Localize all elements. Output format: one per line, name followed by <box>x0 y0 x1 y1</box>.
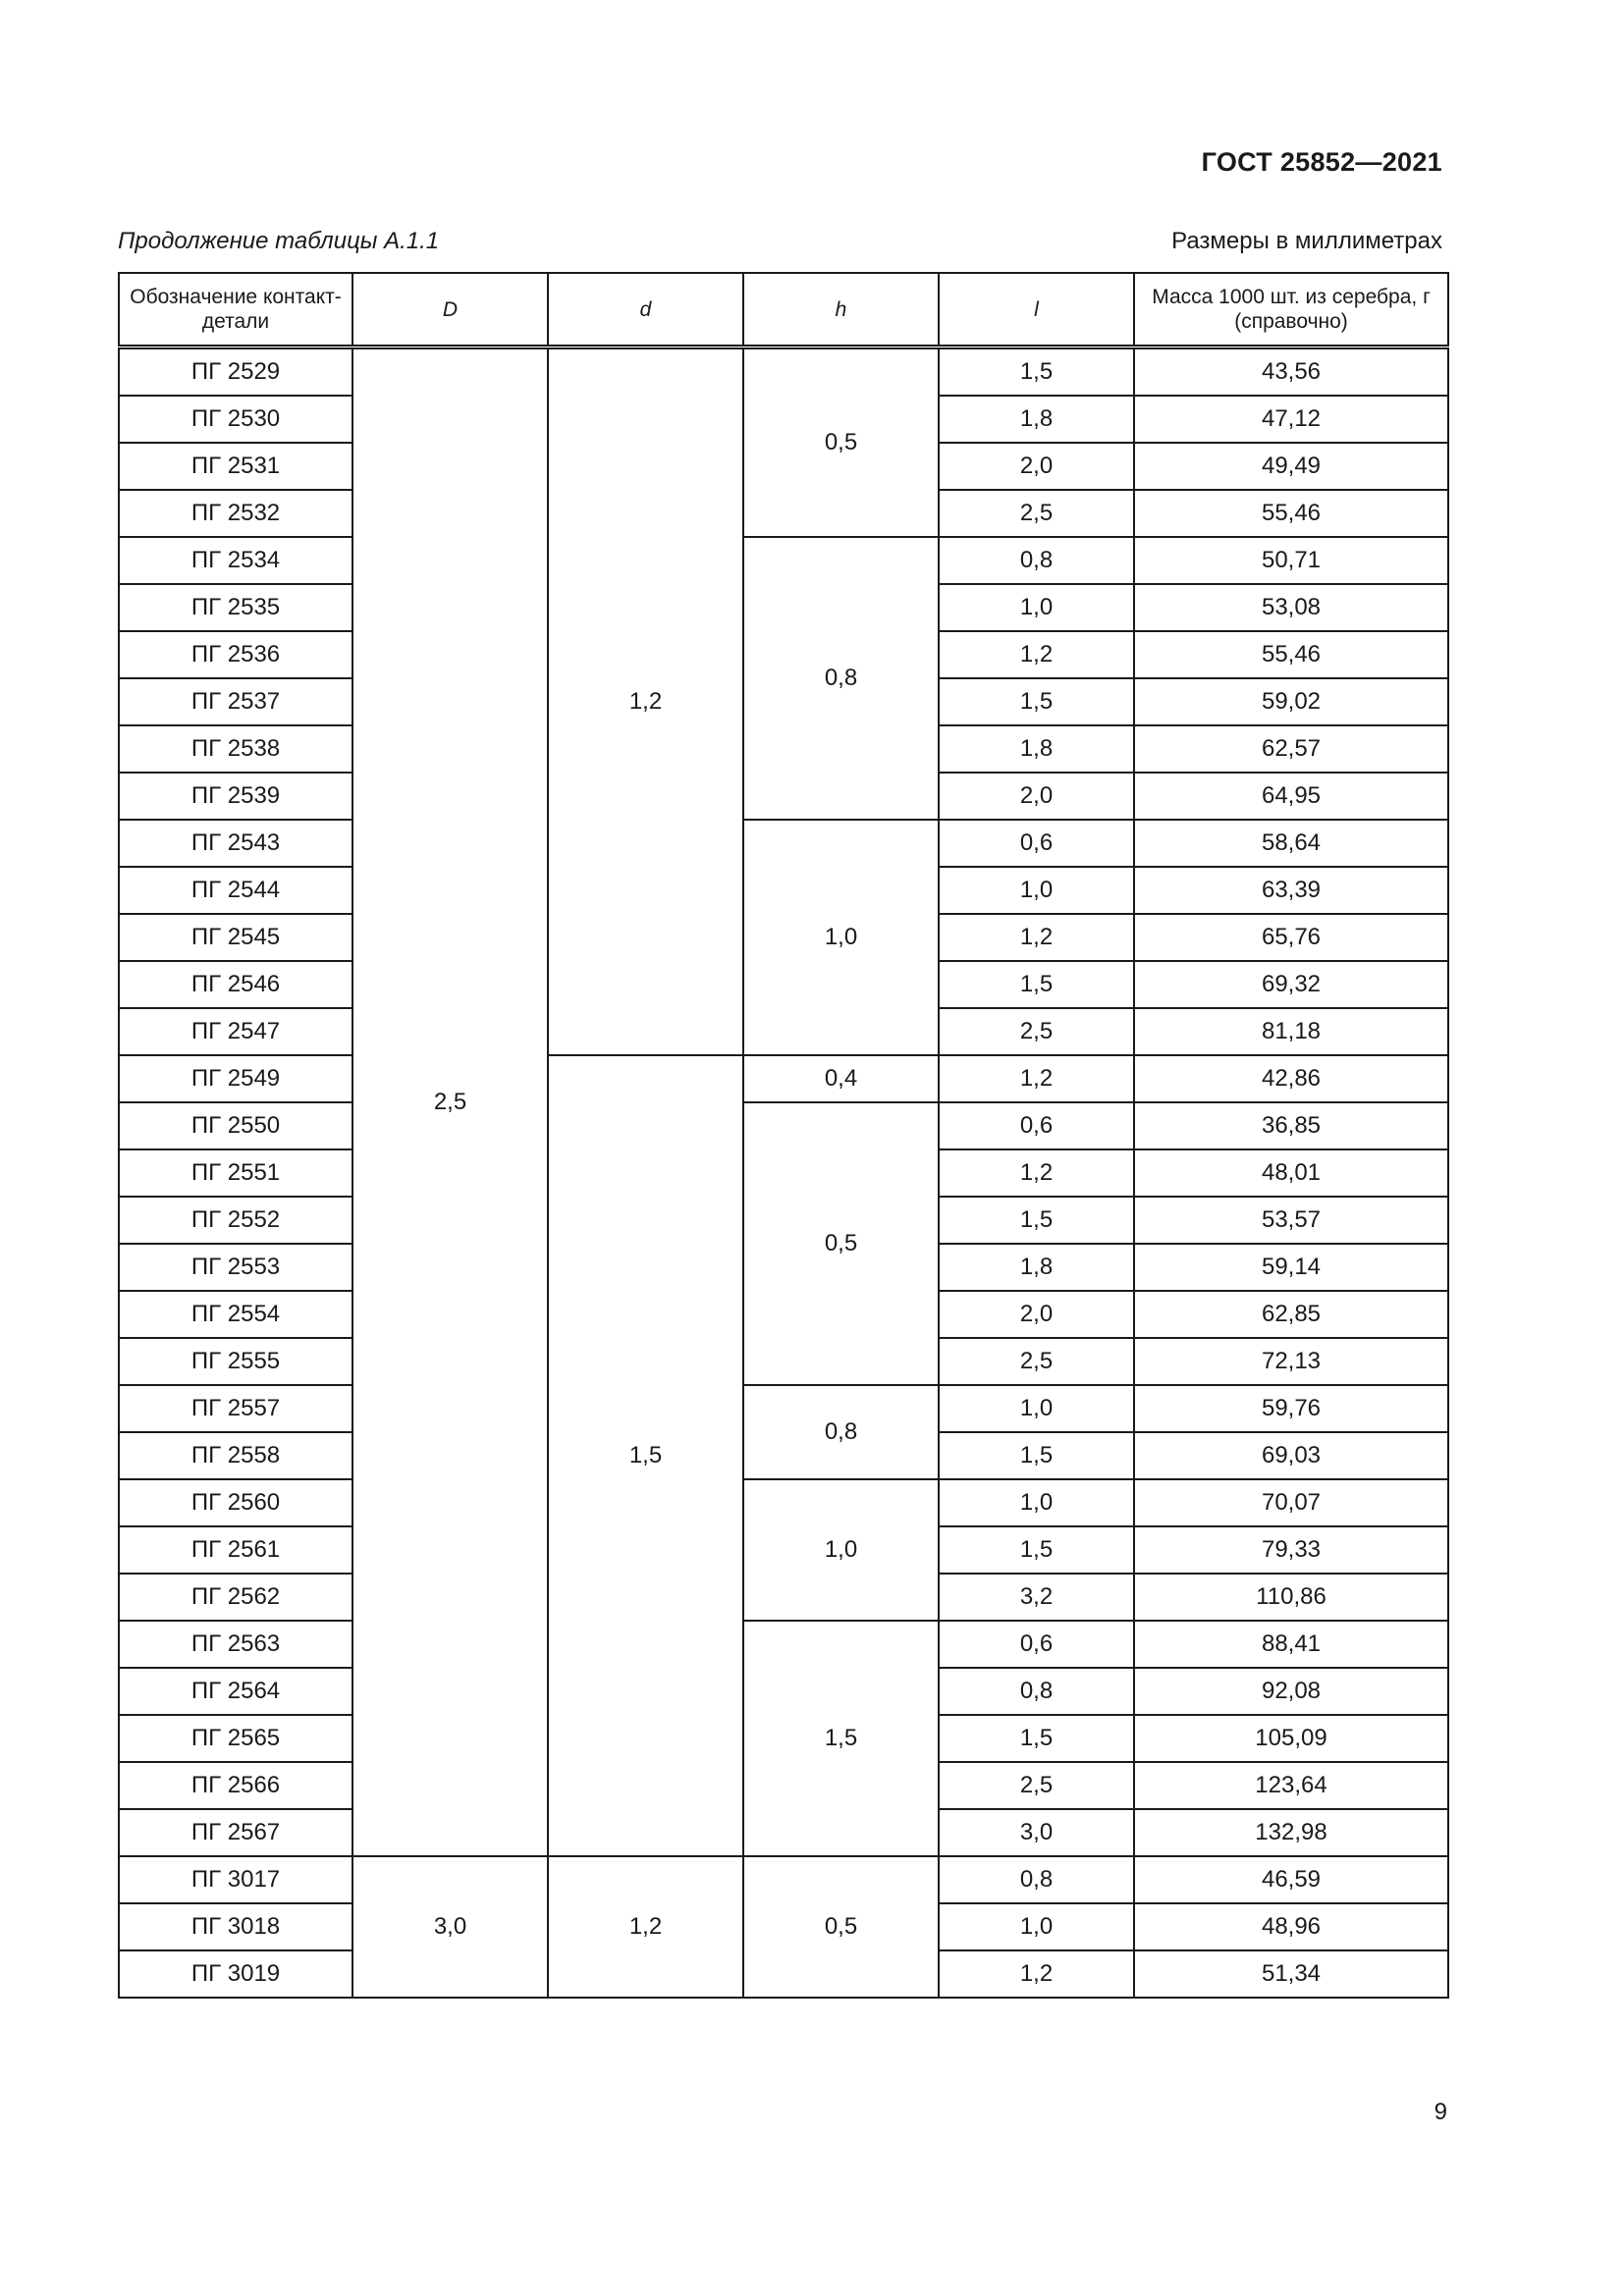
cell-mass: 72,13 <box>1134 1338 1448 1385</box>
cell-code: ПГ 2544 <box>119 867 352 914</box>
column-header-mass: Масса 1000 шт. из серебра, г (справочно) <box>1134 273 1448 347</box>
cell-code: ПГ 2531 <box>119 443 352 490</box>
cell-code: ПГ 2549 <box>119 1055 352 1102</box>
cell-mass: 48,01 <box>1134 1149 1448 1197</box>
cell-code: ПГ 2538 <box>119 725 352 773</box>
cell-mass: 123,64 <box>1134 1762 1448 1809</box>
cell-code: ПГ 2562 <box>119 1574 352 1621</box>
cell-code: ПГ 2563 <box>119 1621 352 1668</box>
cell-code: ПГ 2565 <box>119 1715 352 1762</box>
cell-code: ПГ 2550 <box>119 1102 352 1149</box>
table-row <box>119 1385 1448 1432</box>
cell-l: 2,5 <box>939 1762 1134 1809</box>
cell-code: ПГ 2553 <box>119 1244 352 1291</box>
cell-mass: 53,57 <box>1134 1197 1448 1244</box>
cell-code: ПГ 2561 <box>119 1526 352 1574</box>
cell-mass: 63,39 <box>1134 867 1448 914</box>
cell-l: 0,8 <box>939 1856 1134 1903</box>
cell-l: 3,2 <box>939 1574 1134 1621</box>
cell-h: 1,0 <box>743 820 939 1055</box>
cell-l: 0,6 <box>939 820 1134 867</box>
cell-mass: 62,57 <box>1134 725 1448 773</box>
cell-code: ПГ 2567 <box>119 1809 352 1856</box>
cell-l: 1,0 <box>939 584 1134 631</box>
cell-D: 3,0 <box>352 1856 548 1998</box>
contact-parts-table <box>118 272 1449 1999</box>
cell-l: 1,0 <box>939 1903 1134 1950</box>
cell-h: 0,4 <box>743 1055 939 1102</box>
cell-code: ПГ 3019 <box>119 1950 352 1998</box>
cell-l: 1,0 <box>939 1385 1134 1432</box>
cell-code: ПГ 3017 <box>119 1856 352 1903</box>
cell-l: 1,5 <box>939 678 1134 725</box>
cell-l: 1,0 <box>939 867 1134 914</box>
cell-code: ПГ 3018 <box>119 1903 352 1950</box>
column-header-code: Обозначение контакт-детали <box>119 273 352 347</box>
cell-mass: 62,85 <box>1134 1291 1448 1338</box>
cell-mass: 42,86 <box>1134 1055 1448 1102</box>
cell-l: 1,5 <box>939 1526 1134 1574</box>
cell-h: 0,8 <box>743 537 939 820</box>
cell-mass: 59,76 <box>1134 1385 1448 1432</box>
cell-h: 0,5 <box>743 1856 939 1998</box>
cell-mass: 55,46 <box>1134 631 1448 678</box>
cell-code: ПГ 2539 <box>119 773 352 820</box>
column-header-l: l <box>939 273 1134 347</box>
cell-mass: 55,46 <box>1134 490 1448 537</box>
cell-mass: 48,96 <box>1134 1903 1448 1950</box>
cell-l: 1,5 <box>939 1715 1134 1762</box>
cell-l: 0,8 <box>939 1668 1134 1715</box>
cell-l: 3,0 <box>939 1809 1134 1856</box>
cell-h: 0,5 <box>743 347 939 538</box>
table-continuation-caption: Продолжение таблицы А.1.1 <box>118 228 440 254</box>
cell-code: ПГ 2564 <box>119 1668 352 1715</box>
cell-d: 1,2 <box>548 347 743 1056</box>
cell-code: ПГ 2554 <box>119 1291 352 1338</box>
cell-mass: 47,12 <box>1134 396 1448 443</box>
cell-code: ПГ 2535 <box>119 584 352 631</box>
table-row <box>119 1055 1448 1102</box>
cell-code: ПГ 2537 <box>119 678 352 725</box>
cell-l: 1,2 <box>939 1149 1134 1197</box>
table-row <box>119 1479 1448 1526</box>
table-row <box>119 537 1448 584</box>
cell-l: 2,0 <box>939 773 1134 820</box>
cell-l: 1,5 <box>939 1432 1134 1479</box>
cell-mass: 50,71 <box>1134 537 1448 584</box>
column-header-D: D <box>352 273 548 347</box>
cell-d: 1,5 <box>548 1055 743 1856</box>
cell-mass: 88,41 <box>1134 1621 1448 1668</box>
cell-l: 2,5 <box>939 490 1134 537</box>
cell-l: 1,5 <box>939 1197 1134 1244</box>
cell-code: ПГ 2557 <box>119 1385 352 1432</box>
cell-mass: 51,34 <box>1134 1950 1448 1998</box>
cell-code: ПГ 2543 <box>119 820 352 867</box>
column-header-d: d <box>548 273 743 347</box>
cell-mass: 58,64 <box>1134 820 1448 867</box>
cell-l: 2,5 <box>939 1008 1134 1055</box>
cell-mass: 46,59 <box>1134 1856 1448 1903</box>
cell-code: ПГ 2534 <box>119 537 352 584</box>
cell-l: 0,6 <box>939 1621 1134 1668</box>
cell-mass: 69,32 <box>1134 961 1448 1008</box>
cell-d: 1,2 <box>548 1856 743 1998</box>
cell-mass: 53,08 <box>1134 584 1448 631</box>
cell-mass: 92,08 <box>1134 1668 1448 1715</box>
cell-D: 2,5 <box>352 347 548 1857</box>
cell-l: 2,5 <box>939 1338 1134 1385</box>
cell-mass: 64,95 <box>1134 773 1448 820</box>
cell-mass: 81,18 <box>1134 1008 1448 1055</box>
cell-h: 0,8 <box>743 1385 939 1479</box>
cell-l: 1,2 <box>939 1950 1134 1998</box>
cell-code: ПГ 2546 <box>119 961 352 1008</box>
cell-l: 1,2 <box>939 914 1134 961</box>
table-row <box>119 1621 1448 1668</box>
table-row <box>119 820 1448 867</box>
cell-code: ПГ 2529 <box>119 347 352 397</box>
cell-l: 1,8 <box>939 725 1134 773</box>
cell-l: 1,5 <box>939 347 1134 397</box>
cell-h: 0,5 <box>743 1102 939 1385</box>
standard-designation: ГОСТ 25852—2021 <box>1201 147 1442 177</box>
table-row <box>119 1856 1448 1903</box>
cell-l: 1,2 <box>939 631 1134 678</box>
cell-code: ПГ 2547 <box>119 1008 352 1055</box>
cell-mass: 132,98 <box>1134 1809 1448 1856</box>
cell-code: ПГ 2560 <box>119 1479 352 1526</box>
cell-mass: 105,09 <box>1134 1715 1448 1762</box>
page-number: 9 <box>1434 2099 1447 2125</box>
cell-code: ПГ 2545 <box>119 914 352 961</box>
table-header-row <box>119 273 1448 347</box>
column-header-h: h <box>743 273 939 347</box>
cell-mass: 59,14 <box>1134 1244 1448 1291</box>
cell-mass: 59,02 <box>1134 678 1448 725</box>
cell-mass: 79,33 <box>1134 1526 1448 1574</box>
cell-mass: 70,07 <box>1134 1479 1448 1526</box>
cell-l: 2,0 <box>939 1291 1134 1338</box>
table-row <box>119 1102 1448 1149</box>
cell-mass: 43,56 <box>1134 347 1448 397</box>
units-caption: Размеры в миллиметрах <box>1171 228 1442 254</box>
cell-l: 1,8 <box>939 396 1134 443</box>
cell-mass: 69,03 <box>1134 1432 1448 1479</box>
cell-code: ПГ 2552 <box>119 1197 352 1244</box>
cell-code: ПГ 2555 <box>119 1338 352 1385</box>
cell-l: 1,0 <box>939 1479 1134 1526</box>
table-row <box>119 347 1448 397</box>
cell-code: ПГ 2530 <box>119 396 352 443</box>
cell-l: 0,6 <box>939 1102 1134 1149</box>
cell-mass: 36,85 <box>1134 1102 1448 1149</box>
cell-l: 1,8 <box>939 1244 1134 1291</box>
cell-l: 2,0 <box>939 443 1134 490</box>
cell-code: ПГ 2566 <box>119 1762 352 1809</box>
cell-code: ПГ 2532 <box>119 490 352 537</box>
cell-code: ПГ 2551 <box>119 1149 352 1197</box>
cell-h: 1,0 <box>743 1479 939 1621</box>
cell-mass: 110,86 <box>1134 1574 1448 1621</box>
cell-l: 1,5 <box>939 961 1134 1008</box>
cell-l: 0,8 <box>939 537 1134 584</box>
cell-mass: 65,76 <box>1134 914 1448 961</box>
cell-mass: 49,49 <box>1134 443 1448 490</box>
cell-h: 1,5 <box>743 1621 939 1856</box>
cell-code: ПГ 2558 <box>119 1432 352 1479</box>
table-body <box>119 347 1448 1999</box>
cell-code: ПГ 2536 <box>119 631 352 678</box>
cell-l: 1,2 <box>939 1055 1134 1102</box>
